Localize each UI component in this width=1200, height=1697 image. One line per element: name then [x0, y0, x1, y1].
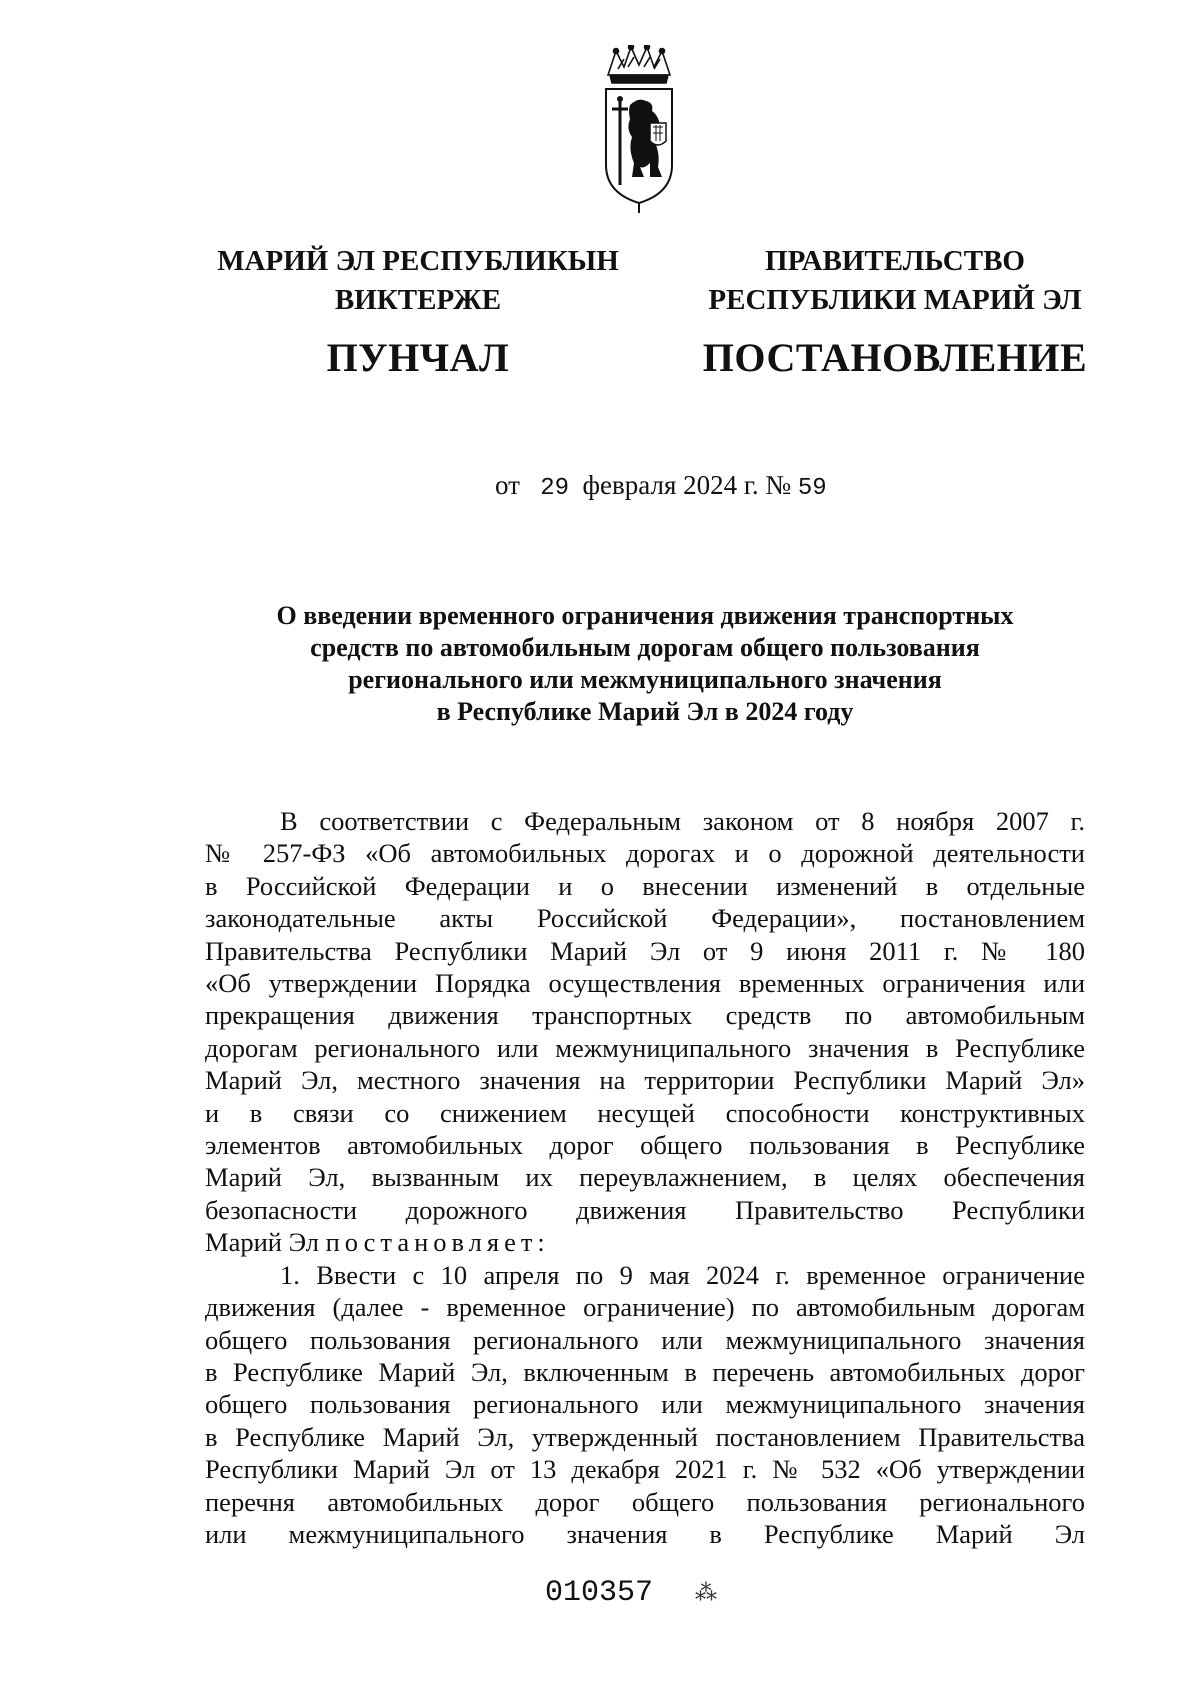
body-line: Правительства Республики Марий Эл от 9 июня 2011 г. № 180: [205, 935, 1085, 966]
right-org-line2: РЕСПУБЛИКИ МАРИЙ ЭЛ: [708, 284, 1082, 316]
body-line: общего пользования регионального или межмуниципального значения: [205, 1324, 1085, 1355]
header-right-block: [690, 242, 1100, 381]
dateline-day: 29: [540, 475, 570, 502]
body-line: законодательные акты Российской Федерации», постановлением: [205, 903, 1085, 934]
header-left-block: [198, 242, 638, 381]
body-line: В соответствии с Федеральным законом от 8 ноября 2007 г.: [280, 806, 1085, 836]
blank-serial-number: 010357: [545, 1576, 654, 1610]
resolves-prefix: Марий Эл: [205, 1227, 326, 1258]
body-line: перечня автомобильных дорог общего пользования регионального: [205, 1486, 1085, 1517]
body-line: 1. Ввести с 10 апреля по 9 мая 2024 г. временное ограничение: [280, 1259, 1085, 1290]
dateline-month-year: февраля 2024 г. №: [582, 470, 792, 500]
right-org-line1: ПРАВИТЕЛЬСТВО: [765, 245, 1025, 277]
right-document-kind: ПОСТАНОВЛЕНИЕ: [702, 335, 1088, 380]
body-line: прекращения движения транспортных средств по автомобильным: [205, 1000, 1085, 1031]
body-line: или межмуниципального значения в Республике Марий Эл: [205, 1518, 1085, 1549]
body-line: элементов автомобильных дорог общего пользования в Республике: [205, 1130, 1085, 1161]
document-body: [205, 805, 1085, 1550]
left-document-kind: ПУНЧАЛ: [326, 335, 510, 380]
left-org-line1: МАРИЙ ЭЛ РЕСПУБЛИКЫН: [217, 245, 619, 277]
document-dateline: [495, 468, 827, 506]
body-line: Республики Марий Эл от 13 декабря 2021 г. № 532 «Об утверждении: [205, 1454, 1085, 1485]
title-line: О введении временного ограничения движения транспортных: [276, 601, 1014, 630]
dateline-number: 59: [797, 475, 827, 502]
body-line: и в связи со снижением несущей способности конструктивных: [205, 1097, 1085, 1128]
body-line: дорогам регионального или межмуниципального значения в Республике: [205, 1032, 1085, 1063]
title-line: в Республике Марий Эл в 2024 году: [436, 697, 854, 726]
dateline-prefix: от: [495, 470, 520, 500]
body-line: в Республике Марий Эл, утвержденный постановлением Правительства: [205, 1421, 1085, 1452]
ornament-icon: ⁂: [695, 1580, 717, 1605]
body-line: в Российской Федерации и о внесении изменений в отдельные: [205, 870, 1085, 901]
body-line: № 257-ФЗ «Об автомобильных дорогах и о дорожной деятельности: [205, 838, 1085, 869]
body-line: движения (далее - временное ограничение) по автомобильным дорогам: [205, 1292, 1085, 1323]
resolves-word: постановляет:: [325, 1227, 550, 1258]
body-line-resolves: [205, 1226, 1085, 1258]
body-line: безопасности дорожного движения Правительство Республики: [205, 1194, 1085, 1225]
title-line: регионального или межмуниципального значения: [348, 665, 942, 694]
body-line: Марий Эл, местного значения на территории Республики Марий Эл»: [205, 1065, 1085, 1096]
title-line: средств по автомобильным дорогам общего пользования: [310, 633, 980, 662]
left-org-line2: ВИКТЕРЖЕ: [334, 284, 502, 316]
document-title: [205, 600, 1085, 728]
body-line: Марий Эл, вызванным их переувлажнением, в целях обеспечения: [205, 1162, 1085, 1193]
body-line: в Республике Марий Эл, включенным в перечень автомобильных дорог: [205, 1356, 1085, 1387]
body-line: «Об утверждении Порядка осуществления временных ограничения или: [205, 968, 1085, 999]
coat-of-arms-emblem: [600, 45, 678, 215]
body-line: общего пользования регионального или межмуниципального значения: [205, 1389, 1085, 1420]
